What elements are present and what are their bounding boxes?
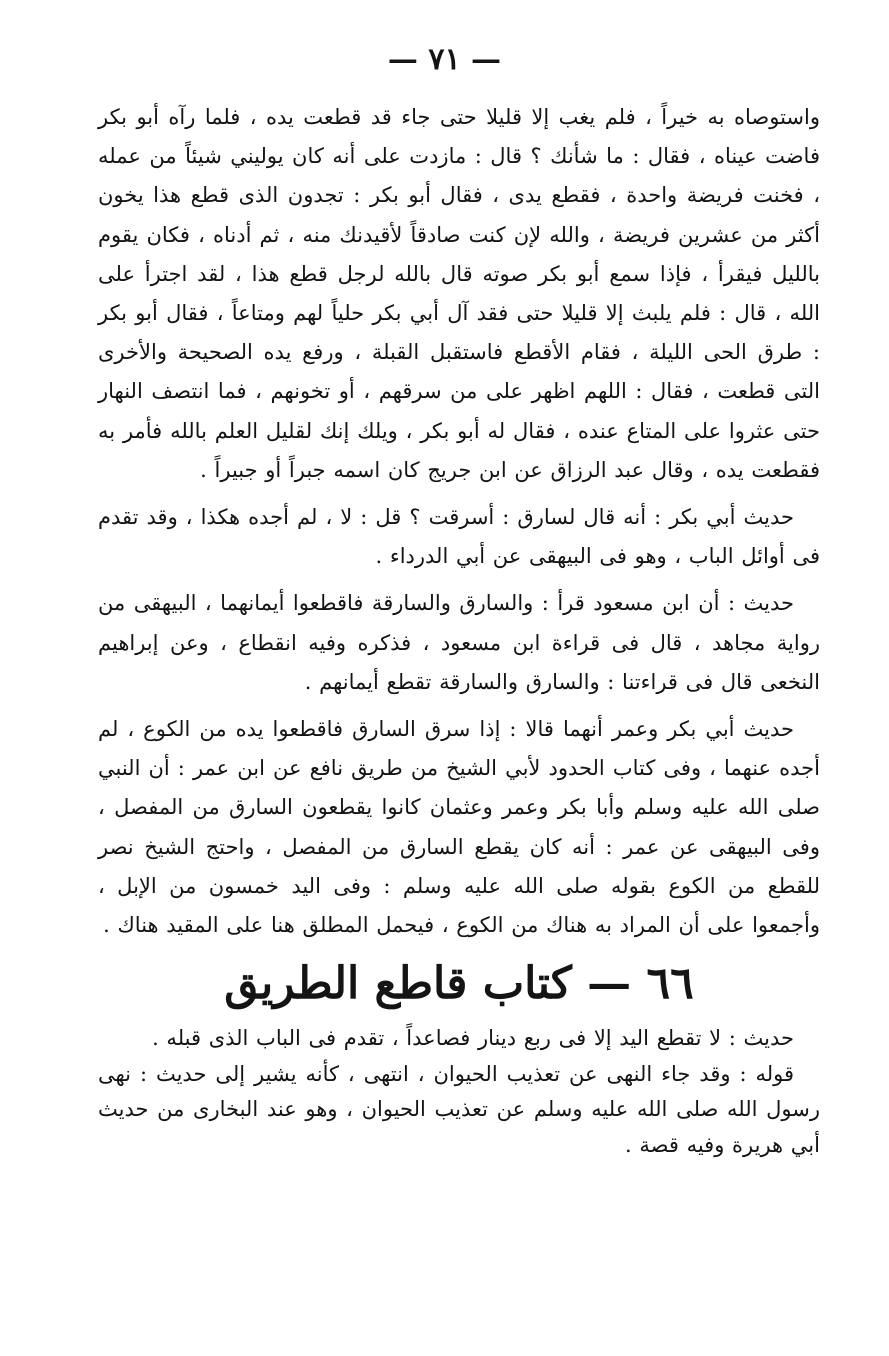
paragraph: حديث : أن ابن مسعود قرأ : والسارق والسارقة فاقطعوا أيمانهما ، البيهقى من رواية مجاهد ، قال فى قراءة ابن مسعود ، فذكره وفيه انقطاع ، وعن إبراهيم النخعى قال فى قراءتنا : والسارق والسارقة تقطع أيمانهم . (98, 591, 820, 694)
paragraph: قوله : وقد جاء النهى عن تعذيب الحيوان ، انتهى ، كأنه يشير إلى حديث : نهى رسول الله صلى الله عليه وسلم عن تعذيب الحيوان ، وهو عند البخارى من حديث أبي هريرة وفيه قصة . (98, 1061, 820, 1157)
paragraph: حديث : لا تقطع اليد إلا فى ربع دينار فصاعداً ، تقدم فى الباب الذى قبله . (152, 1026, 794, 1051)
main-text (98, 98, 820, 1163)
paragraph: حديث أبي بكر وعمر أنهما قالا : إذا سرق السارق فاقطعوا يده من الكوع ، لم أجده عنهما ، وفى كتاب الحدود لأبي الشيخ من طريق نافع عن ابن عمر : أن النبي صلى الله عليه وسلم وأبا بكر وعمر وعثمان كانوا يقطعون السارق من المفصل ، وفى البيهقى عن عمر : أنه كان يقطع السارق من المفصل ، واحتج الشيخ نصر للقطع من الكوع بقوله صلى الله عليه وسلم : وفى اليد خمسون من الإبل ، وأجمعوا على أن المراد به هناك من الكوع ، فيحمل المطلق هنا على المقيد هناك . (98, 717, 820, 938)
page-number: — ٧١ — (387, 42, 502, 77)
chapter-body (98, 1021, 820, 1163)
chapter-heading: ٦٦ — كتاب قاطع الطريق (224, 958, 694, 1010)
paragraph: حديث أبي بكر : أنه قال لسارق : أسرقت ؟ قل : لا ، لم أجده هكذا ، وقد تقدم فى أوائل الباب ، وهو فى البيهقى عن أبي الدرداء . (98, 505, 820, 569)
paragraph: واستوصاه به خيراً ، فلم يغب إلا قليلا حتى جاء قد قطعت يده ، فلما رآه أبو بكر فاضت عيناه ، فقال : ما شأنك ؟ قال : مازدت على أنه كان يوليني شيئاً من عمله ، فخنت فريضة واحدة ، فقطع يدى ، فقال أبو بكر : تجدون الذى قطع هذا يخون أكثر من عشرين فريضة ، والله لإن كنت صادقاً لأقيدنك منه ، ثم أدناه ، فكان يقوم بالليل فيقرأ ، فإذا سمع أبو بكر صوته قال بالله لرجل قطع هذا ، لقد اجترأ على الله ، قال : فلم يلبث إلا قليلا حتى فقد آل أبي بكر حلياً لهم ومتاعاً ، فقال أبو بكر : طرق الحى الليلة ، فقام الأقطع فاستقبل القبلة ، ورفع يده الصحيحة والأخرى التى قطعت ، فقال : اللهم اظهر على من سرقهم ، أو تخونهم ، فما انتصف النهار حتى عثروا على المتاع عنده ، فقال له أبو بكر ، ويلك إنك لقليل العلم بالله فأمر به فقطعت يده ، وقال عبد الرزاق عن ابن جريج كان اسمه جبراً أو جبيراً . (98, 105, 820, 482)
